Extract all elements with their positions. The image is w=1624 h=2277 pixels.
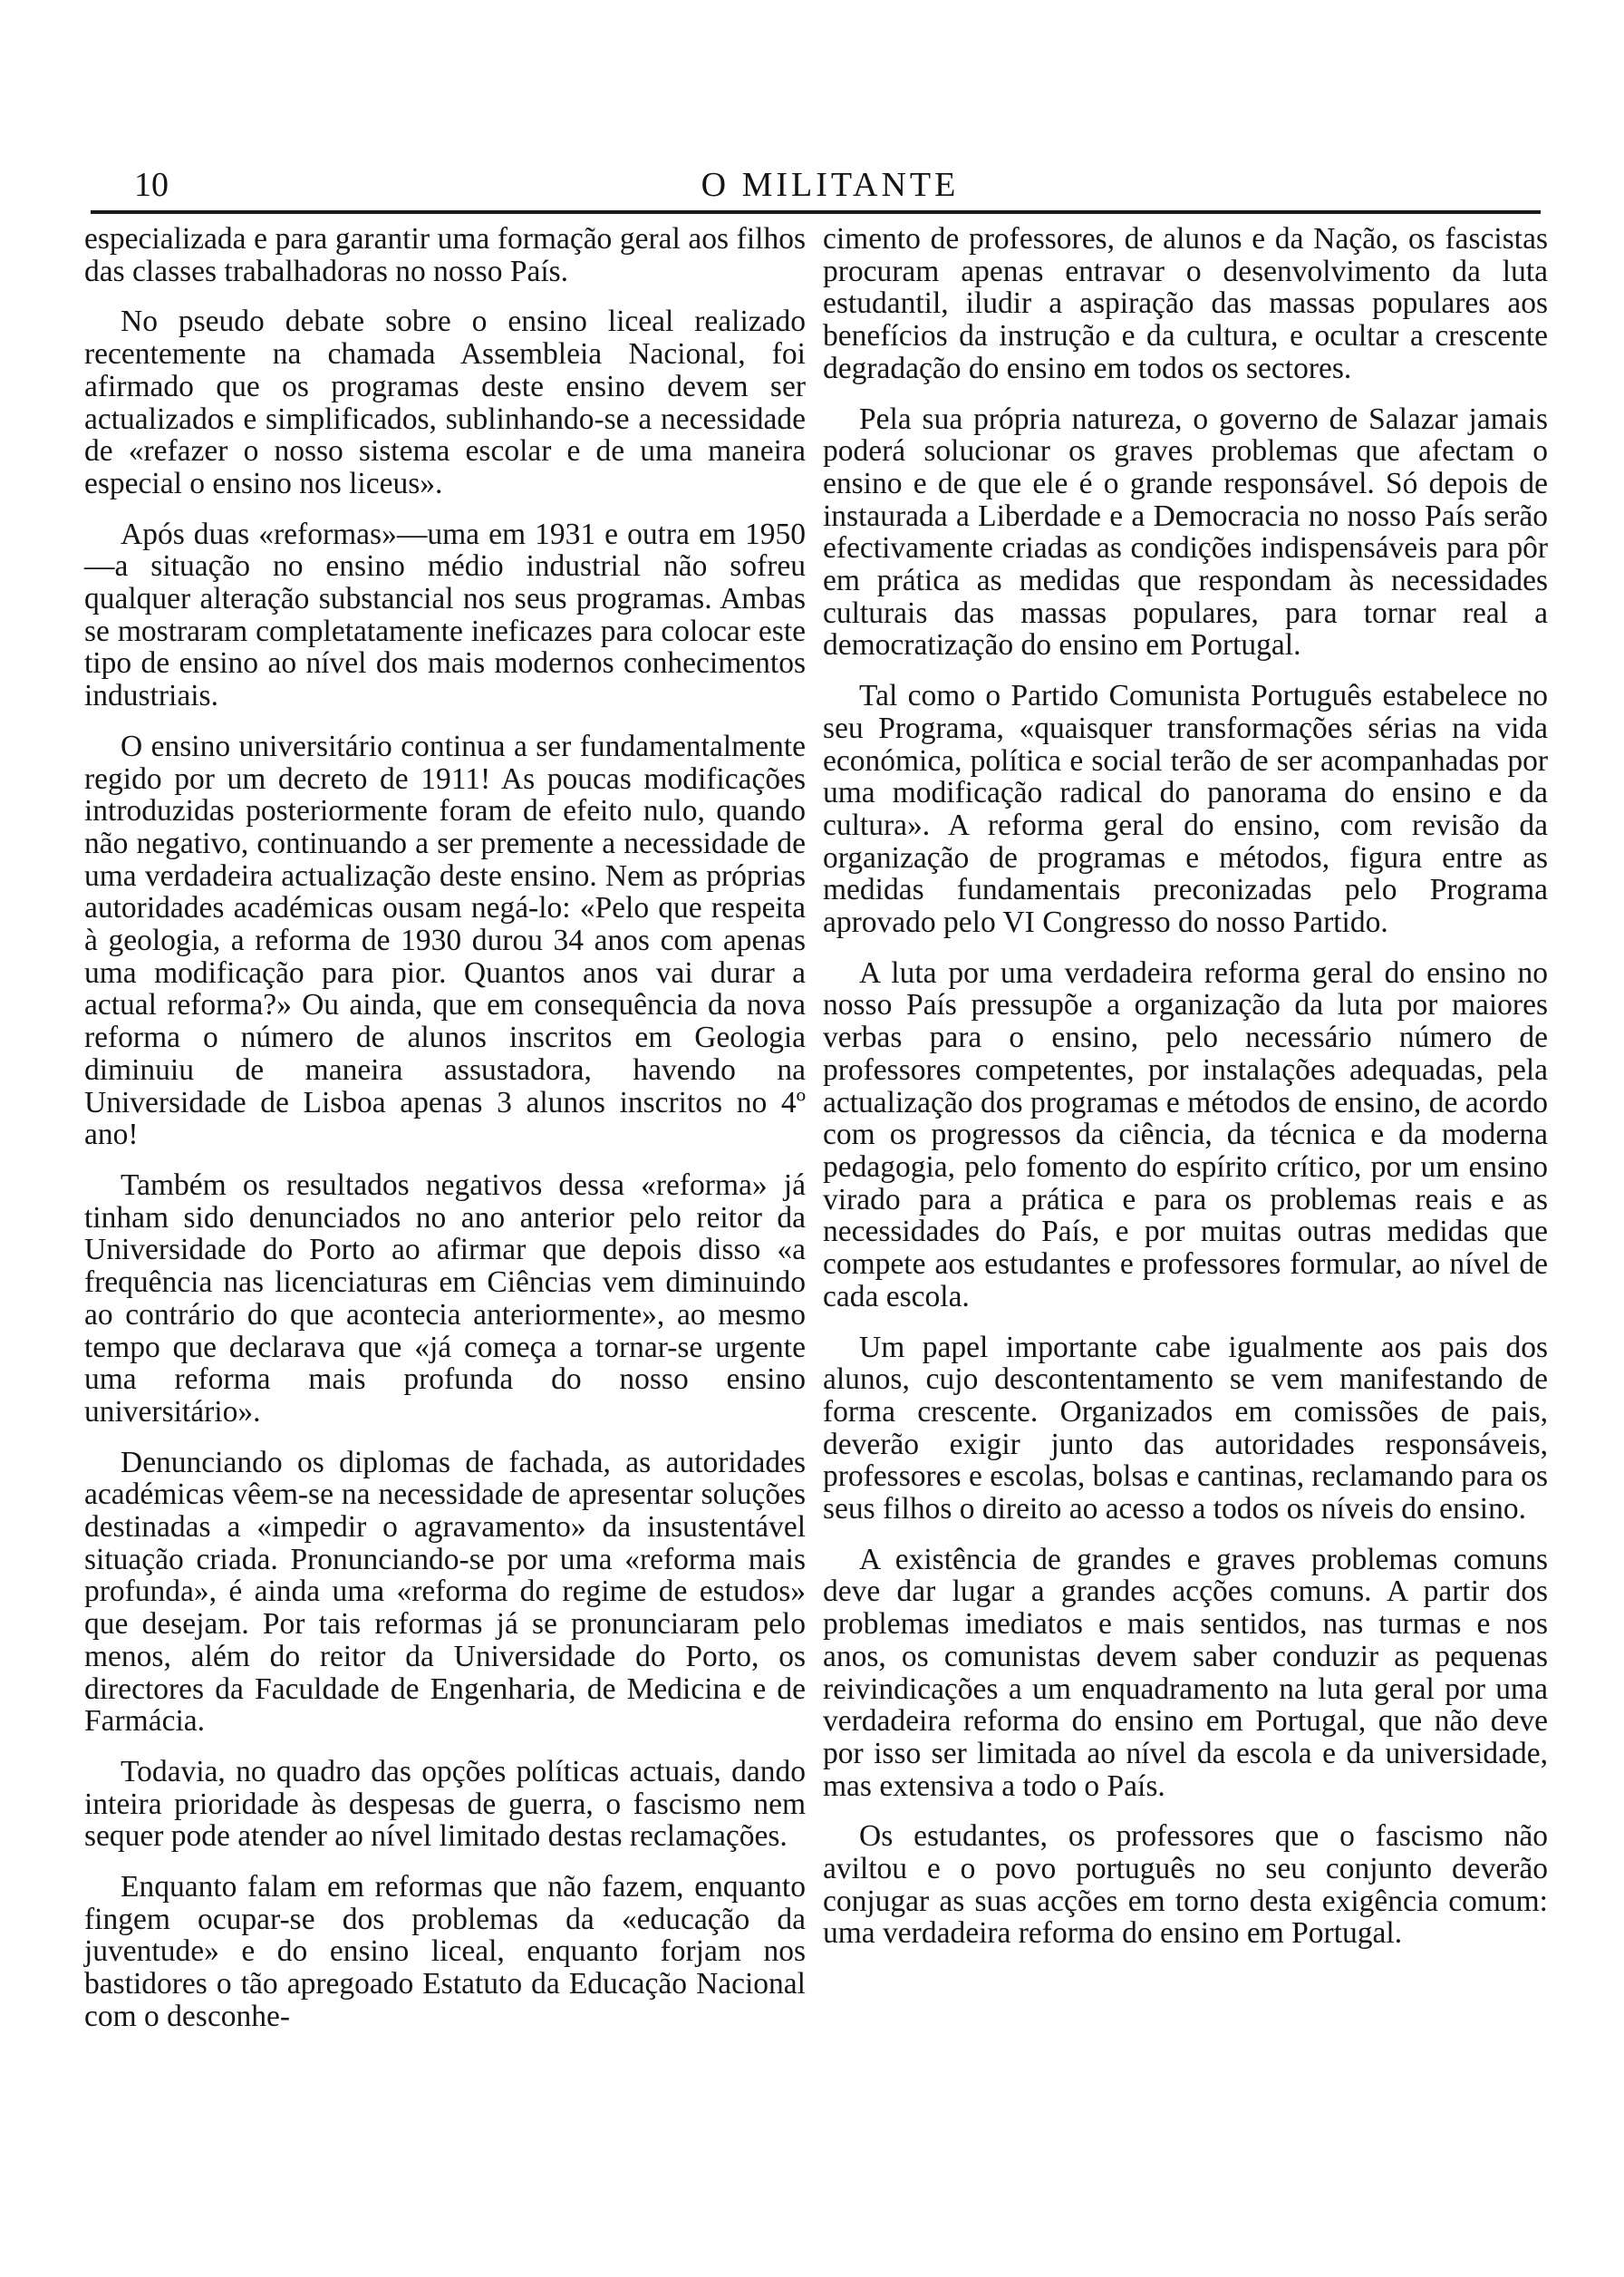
right-column — [823, 223, 1548, 1968]
paragraph: cimento de professores, de alunos e da Nação, os fascistas procuram apenas entravar o desenvolvimento da luta estudantil, iludir a aspiração das massas populares aos benefícios da instrução e da cultura, e ocultar a crescente degradação do ensino em todos os sectores. — [823, 222, 1548, 385]
paragraph: O ensino universitário continua a ser fundamentalmente regido por um decreto de 1911! As poucas modificações introduzidas posteriormente foram de efeito nulo, quando não negativo, continuando a ser premente a necessidade de uma verdadeira actualização deste ensino. Nem as próprias autoridades académicas ousam negá-lo: «Pelo que respeita à geologia, a reforma de 1930 durou 34 anos com apenas uma modificação para pior. Quantos anos vai durar a actual reforma?» Ou ainda, que em consequência da nova reforma o número de alunos inscritos em Geologia diminuiu de maneira assustadora, havendo na Universidade de Lisboa apenas 3 alunos inscritos no 4º ano! — [84, 729, 806, 1152]
paragraph: Os estudantes, os professores que o fascismo não aviltou e o povo português no seu conjunto deverão conjugar as suas acções em torno desta exigência comum: uma verdadeira reforma do ensino em Portugal. — [823, 1819, 1548, 1951]
left-column — [84, 223, 806, 2051]
paragraph: especializada e para garantir uma formação geral aos filhos das classes trabalhadoras no nosso País. — [84, 222, 806, 288]
paragraph: Pela sua própria natureza, o governo de Salazar jamais poderá solucionar os graves problemas que afectam o ensino e de que ele é o grande responsável. Só depois de instaurada a Liberdade e a Democracia no nosso País serão efectivamente criadas as condições indispensáveis para pôr em prática as medidas que respondam às necessidades culturais das massas populares, para tornar real a democratização do ensino em Portugal. — [823, 402, 1548, 663]
journal-title: O MILITANTE — [701, 166, 960, 204]
paragraph: Após duas «reformas»—uma em 1931 e outra em 1950—a situação no ensino médio industrial não sofreu qualquer alteração substancial nos seus programas. Ambas se mostraram completatamente ineficazes para colocar este tipo de ensino ao nível dos mais modernos conhecimentos industriais. — [84, 517, 806, 713]
paragraph: Denunciando os diplomas de fachada, as autoridades académicas vêem-se na necessidade de apresentar soluções destinadas a «impedir o agravamento» da insustentável situação criada. Pronunciando-se por uma «reforma mais profunda», é ainda uma «reforma do regime de estudos» que desejam. Por tais reformas já se pronunciaram pelo menos, além do reitor da Universidade do Porto, os directores da Faculdade de Engenharia, de Medicina e de Farmácia. — [84, 1445, 806, 1739]
paragraph: Enquanto falam em reformas que não fazem, enquanto fingem ocupar-se dos problemas da «educação da juventude» e do ensino liceal, enquanto forjam nos bastidores o tão apregoado Estatuto da Educação Nacional com o desconhe- — [84, 1870, 806, 2033]
paragraph: No pseudo debate sobre o ensino liceal realizado recentemente na chamada Assembleia Nacional, foi afirmado que os programas deste ensino devem ser actualizados e simplificados, sublinhando-se a necessidade de «refazer o nosso sistema escolar e de uma maneira especial o ensino nos liceus». — [84, 305, 806, 500]
paragraph: Um papel importante cabe igualmente aos pais dos alunos, cujo descontentamento se vem manifestando de forma crescente. Organizados em comissões de pais, deverão exigir junto das autoridades responsáveis, professores e escolas, bolsas e cantinas, reclamando para os seus filhos o direito ao acesso a todos os níveis do ensino. — [823, 1330, 1548, 1526]
paragraph: Também os resultados negativos dessa «reforma» já tinham sido denunciados no ano anterior pelo reitor da Universidade do Porto ao afirmar que depois disso «a frequência nas licenciaturas em Ciências vem diminuindo ao contrário do que acontecia anteriormente», ao mesmo tempo que declarava que «já começa a tornar-se urgente uma reforma mais profunda do nosso ensino universitário». — [84, 1168, 806, 1429]
paragraph: A existência de grandes e graves problemas comuns deve dar lugar a grandes acções comuns. A partir dos problemas imediatos e mais sentidos, nas turmas e nos anos, os comunistas devem saber conduzir as pequenas reivindicações a um enquadramento na luta geral por uma verdadeira reforma do ensino em Portugal, que não deve por isso ser limitada ao nível da escola e da universidade, mas extensiva a todo o País. — [823, 1542, 1548, 1803]
paragraph: A luta por uma verdadeira reforma geral do ensino no nosso País pressupõe a organização da luta por maiores verbas para o ensino, pelo necessário número de professores competentes, por instalações adequadas, pela actualização dos programas e métodos de ensino, de acordo com os progressos da ciência, da técnica e da moderna pedagogia, pelo fomento do espírito crítico, por um ensino virado para a prática e para os problemas reais e as necessidades do País, e por muitas outras medidas que compete aos estudantes e professores formular, ao nível de cada escola. — [823, 955, 1548, 1313]
header-rule — [91, 210, 1541, 214]
page-number: 10 — [134, 166, 169, 204]
page-header — [123, 161, 1537, 208]
paragraph: Todavia, no quadro das opções políticas actuais, dando inteira prioridade às despesas de guerra, o fascismo nem sequer pode atender ao nível limitado destas reclamações. — [84, 1754, 806, 1854]
paragraph: Tal como o Partido Comunista Português estabelece no seu Programa, «quaisquer transformações sérias na vida económica, política e social terão de ser acompanhadas por uma modificação radical do panorama do ensino e da cultura». A reforma geral do ensino, com revisão da organização de programas e métodos, figura entre as medidas fundamentais preconizadas pelo Programa aprovado pelo VI Congresso do nosso Partido. — [823, 679, 1548, 940]
